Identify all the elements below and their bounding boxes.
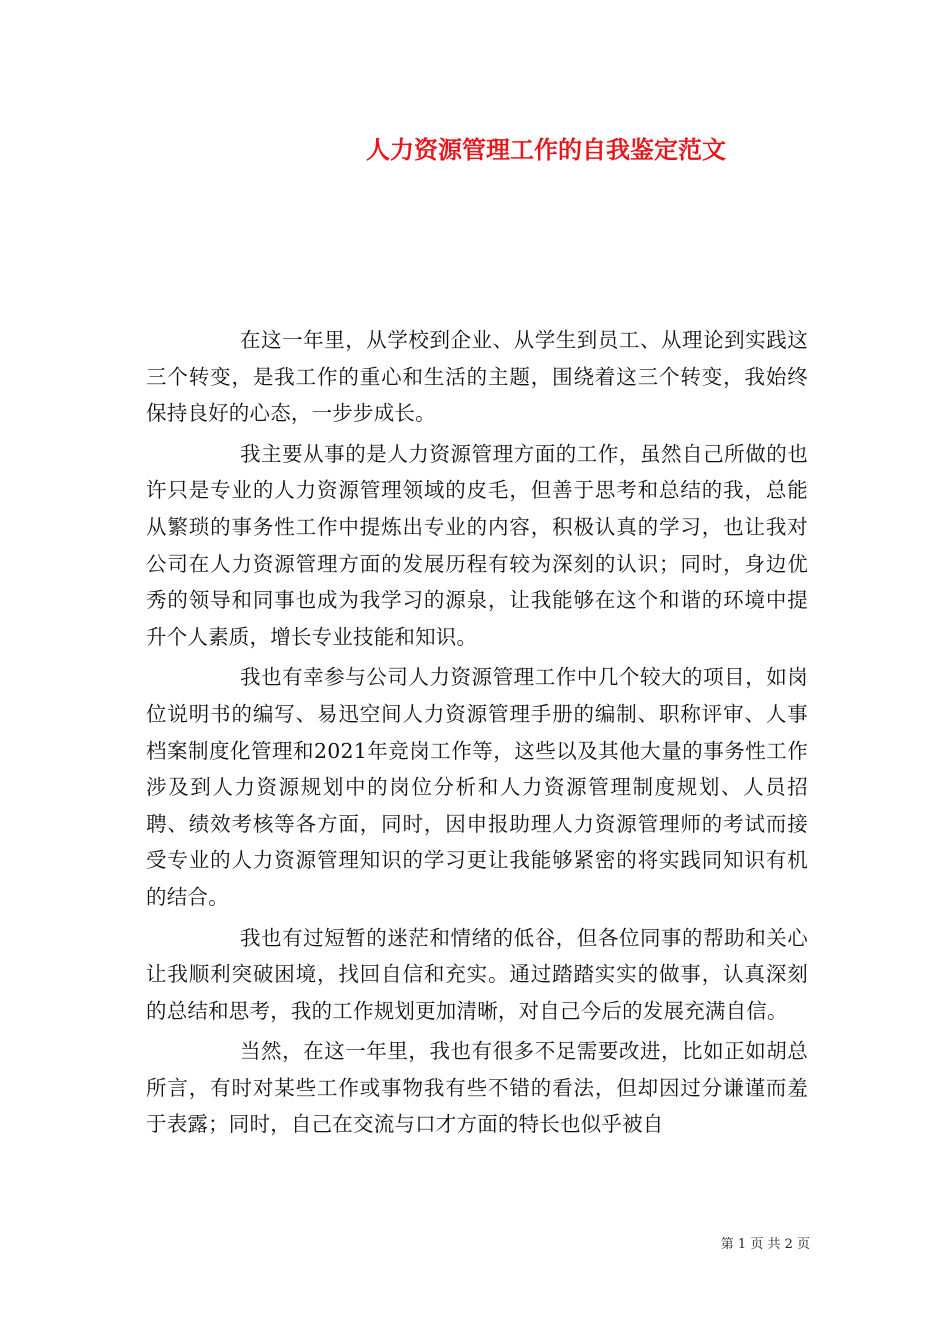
paragraph-2: 我主要从事的是人力资源管理方面的工作，虽然自己所做的也许只是专业的人力资源管理领域的皮毛，但善于思考和总结的我，总能从繁琐的事务性工作中提炼出专业的内容，积极认真的学习，也让我对公司在人力资源管理方面的发展历程有较为深刻的认识；同时，身边优秀的领导和同事也成为我学习的源泉，让我能够在这个和谐的环境中提升个人素质，增长专业技能和知识。 bbox=[146, 441, 808, 649]
paragraph-5: 当然，在这一年里，我也有很多不足需要改进，比如正如胡总所言，有时对某些工作或事物我有些不错的看法，但却因过分谦谨而羞于表露；同时，自己在交流与口才方面的特长也似乎被自 bbox=[146, 1039, 808, 1137]
paragraph-4: 我也有过短暂的迷茫和情绪的低谷，但各位同事的帮助和关心让我顺利突破困境，找回自信和充实。通过踏踏实实的做事，认真深刻的总结和思考，我的工作规划更加清晰，对自己今后的发展充满自信。 bbox=[146, 925, 808, 1023]
document-body bbox=[146, 322, 808, 1147]
paragraph-3: 我也有幸参与公司人力资源管理工作中几个较大的项目，如岗位说明书的编写、易迅空间人力资源管理手册的编制、职称评审、人事档案制度化管理和2021年竞岗工作等，这些以及其他大量的事务性工作涉及到人力资源规划中的岗位分析和人力资源管理制度规划、人员招聘、绩效考核等各方面，同时，因申报助理人力资源管理师的考试而接受专业的人力资源管理知识的学习更让我能够紧密的将实践同知识有机的结合。 bbox=[146, 665, 808, 909]
document-title: 人力资源管理工作的自我鉴定范文 bbox=[366, 135, 726, 164]
paragraph-1: 在这一年里，从学校到企业、从学生到员工、从理论到实践这三个转变，是我工作的重心和生活的主题，围绕着这三个转变，我始终保持良好的心态，一步步成长。 bbox=[146, 328, 808, 426]
page-number-footer: 第 1 页 共 2 页 bbox=[720, 1237, 810, 1252]
